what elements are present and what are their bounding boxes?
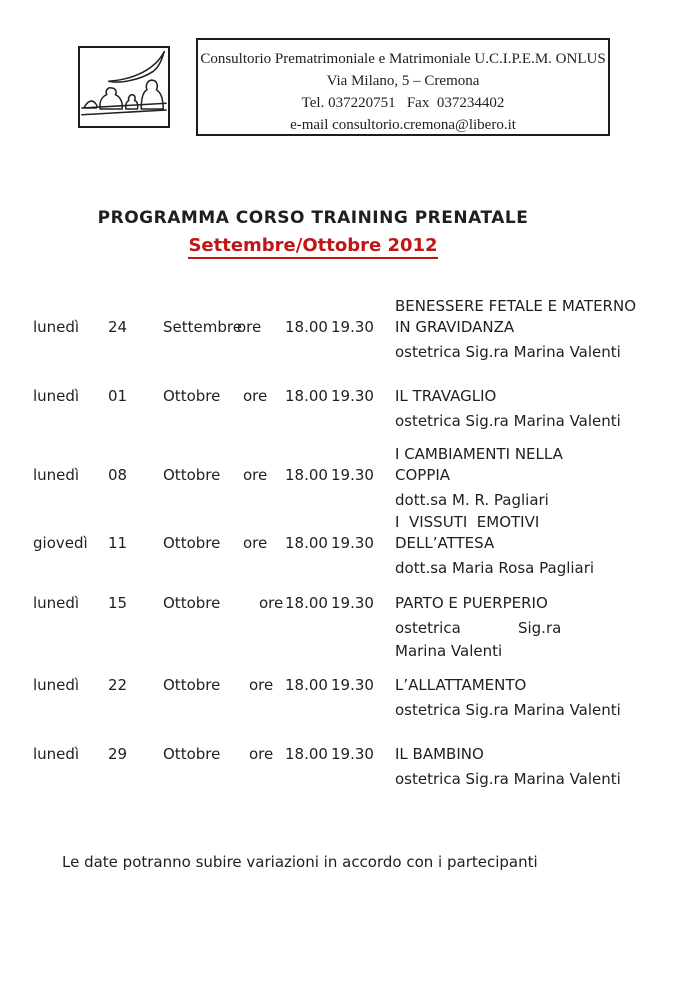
end-time: 19.30: [331, 387, 374, 405]
org-phone-fax: Tel. 037220751 Fax 037234402: [301, 95, 505, 111]
topic-cell: [395, 675, 651, 722]
row-columns: [33, 386, 395, 407]
day-cell: lunedì: [33, 745, 80, 763]
speaker-line: ostetrica Sig.ra Marina Valenti: [395, 412, 621, 430]
row-columns: [33, 675, 395, 696]
ore-label: ore: [259, 594, 284, 612]
schedule-row: [0, 386, 700, 433]
speaker-line: dott.sa Maria Rosa Pagliari: [395, 559, 595, 577]
topic-title-line: IL TRAVAGLIO: [395, 387, 497, 405]
month-cell: Ottobre: [163, 594, 221, 612]
ore-label: ore: [249, 676, 274, 694]
month-cell: Ottobre: [163, 676, 221, 694]
date-cell: 01: [108, 387, 128, 405]
topic-cell: [395, 744, 651, 791]
day-cell: lunedì: [33, 318, 80, 336]
date-cell: 08: [108, 466, 128, 484]
schedule-row: [0, 444, 700, 512]
consultorio-logo-icon: [80, 48, 168, 126]
start-time: 18.00: [285, 318, 328, 336]
topic-title-line: DELL’ATTESA: [395, 534, 495, 552]
topic-cell: [395, 386, 651, 433]
schedule: [0, 296, 700, 791]
topic-cell: [395, 512, 651, 580]
org-email: e-mail consultorio.cremona@libero.it: [290, 117, 516, 133]
date-cell: 29: [108, 745, 128, 763]
topic-title-line: BENESSERE FETALE E MATERNO: [395, 297, 636, 315]
org-address: Via Milano, 5 – Cremona: [326, 73, 480, 89]
month-cell: Ottobre: [163, 534, 221, 552]
end-time: 19.30: [331, 594, 374, 612]
topic-title-line: IL BAMBINO: [395, 745, 484, 763]
org-logo: [78, 46, 170, 128]
row-columns: [33, 512, 395, 554]
row-columns: [33, 296, 395, 338]
day-cell: giovedì: [33, 534, 88, 552]
end-time: 19.30: [331, 534, 374, 552]
schedule-row: [0, 593, 700, 663]
start-time: 18.00: [285, 745, 328, 763]
topic-title-line: L’ALLATTAMENTO: [395, 676, 527, 694]
schedule-row: [0, 744, 700, 791]
title-block: [0, 206, 626, 258]
day-cell: lunedì: [33, 387, 80, 405]
schedule-row: [0, 296, 700, 364]
speaker-line: ostetrica Sig.ra Marina Valenti: [395, 770, 621, 788]
start-time: 18.00: [285, 387, 328, 405]
page-subtitle: [0, 234, 626, 258]
start-time: 18.00: [285, 594, 328, 612]
month-cell: Ottobre: [163, 387, 221, 405]
topic-cell: [395, 593, 651, 663]
end-time: 19.30: [331, 676, 374, 694]
ore-label: ore: [243, 466, 268, 484]
start-time: 18.00: [285, 466, 328, 484]
topic-title-line: I VISSUTI EMOTIVI: [395, 513, 540, 531]
day-cell: lunedì: [33, 466, 80, 484]
speaker-line: ostetrica Sig.ra Marina Valenti: [395, 701, 621, 719]
footer-note: Le date potranno subire variazioni in accordo con i partecipanti: [62, 853, 538, 871]
start-time: 18.00: [285, 534, 328, 552]
row-columns: [33, 593, 395, 614]
topic-cell: [395, 444, 651, 512]
page-title: PROGRAMMA CORSO TRAINING PRENATALE: [97, 208, 529, 228]
end-time: 19.30: [331, 745, 374, 763]
org-info-box: [196, 38, 610, 136]
topic-title-line: COPPIA: [395, 466, 451, 484]
row-columns: [33, 444, 395, 486]
speaker-line: Marina Valenti: [395, 642, 503, 660]
topic-cell: [395, 296, 651, 364]
topic-title-line: IN GRAVIDANZA: [395, 318, 515, 336]
speaker-line: ostetrica Sig.ra: [395, 619, 562, 637]
row-columns: [33, 744, 395, 765]
start-time: 18.00: [285, 676, 328, 694]
speaker-line: ostetrica Sig.ra Marina Valenti: [395, 343, 621, 361]
month-cell: Ottobre: [163, 745, 221, 763]
schedule-row: [0, 512, 700, 580]
date-cell: 24: [108, 318, 128, 336]
page-subtitle-text: Settembre/Ottobre 2012: [188, 235, 437, 259]
letterhead: [0, 0, 700, 136]
speaker-line: dott.sa M. R. Pagliari: [395, 491, 549, 509]
month-cell: Settembre: [163, 318, 242, 336]
ore-label: ore: [243, 387, 268, 405]
day-cell: lunedì: [33, 594, 80, 612]
end-time: 19.30: [331, 466, 374, 484]
date-cell: 15: [108, 594, 128, 612]
end-time: 19.30: [331, 318, 374, 336]
ore-label: ore: [243, 534, 268, 552]
month-cell: Ottobre: [163, 466, 221, 484]
day-cell: lunedì: [33, 676, 80, 694]
topic-title-line: PARTO E PUERPERIO: [395, 594, 548, 612]
org-name: Consultorio Prematrimoniale e Matrimoniale U.C.I.P.E.M. ONLUS: [200, 51, 606, 67]
topic-title-line: I CAMBIAMENTI NELLA: [395, 445, 563, 463]
date-cell: 11: [108, 534, 128, 552]
schedule-row: [0, 675, 700, 722]
ore-label: ore: [249, 745, 274, 763]
date-cell: 22: [108, 676, 128, 694]
ore-label: ore: [237, 318, 262, 336]
